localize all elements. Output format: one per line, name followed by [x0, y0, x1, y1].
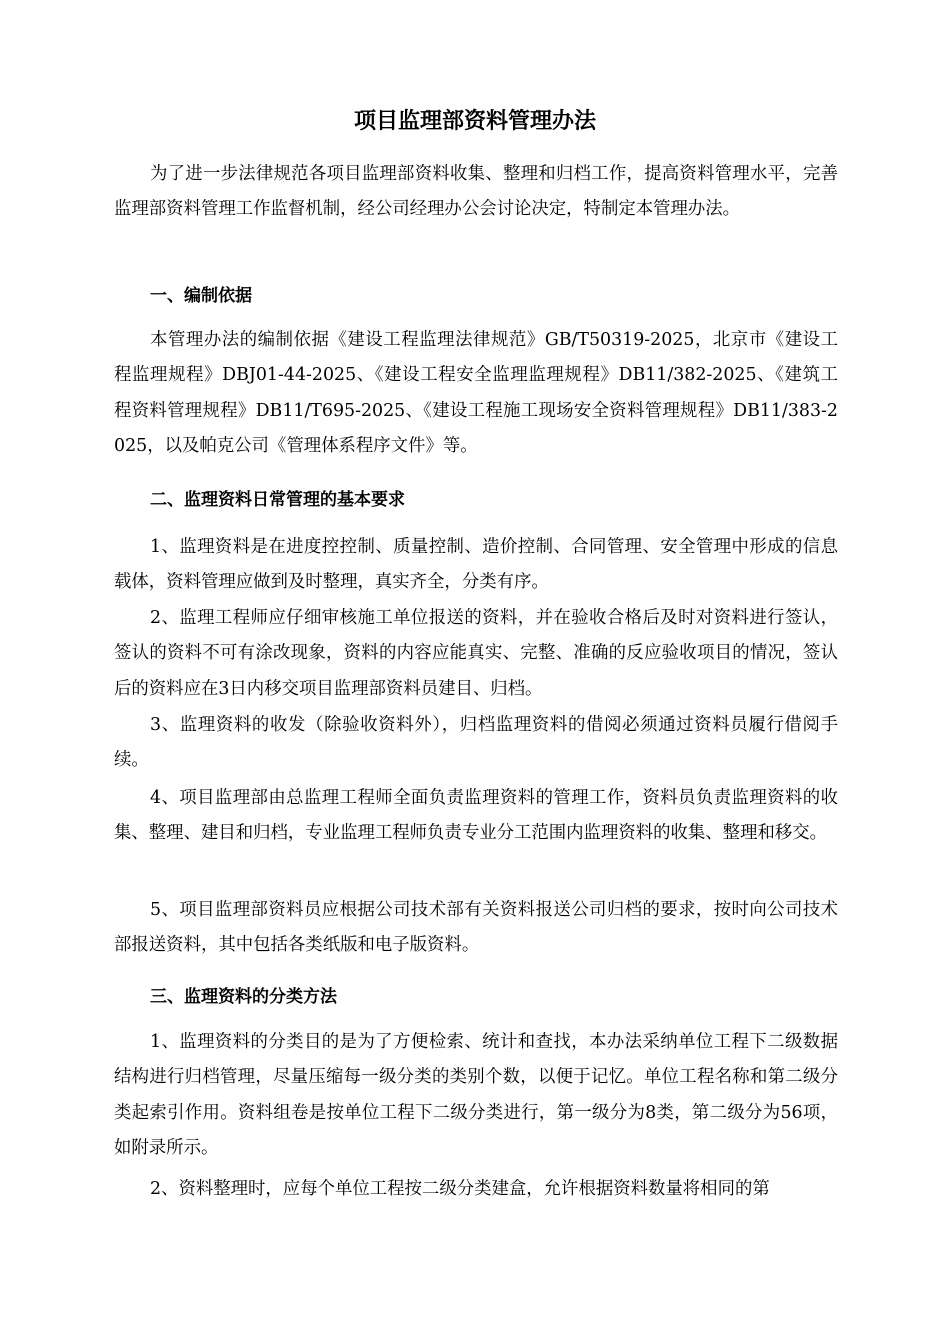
requirement-item-3: 3、监理资料的收发（除验收资料外），归档监理资料的借阅必须通过资料员履行借阅手续。 [114, 715, 838, 771]
requirement-item-2: 2、监理工程师应仔细审核施工单位报送的资料，并在验收合格后及时对资料进行签认，签认的资料不可有涂改现象，资料的内容应能真实、完整、准确的反应验收项目的情况，签认后的资料应在3日内移交项目监理部资料员建目、归档。 [114, 608, 838, 699]
intro-paragraph: 为了进一步法律规范各项目监理部资料收集、整理和归档工作，提高资料管理水平，完善监理部资料管理工作监督机制，经公司经理办公会讨论决定，特制定本管理办法。 [114, 164, 838, 220]
section-heading-basis: 一、编制依据 [150, 286, 252, 306]
document-title: 项目监理部资料管理办法 [353, 109, 596, 134]
section-heading-requirements: 二、监理资料日常管理的基本要求 [150, 490, 405, 510]
basis-paragraph: 本管理办法的编制依据《建设工程监理法律规范》GB/T50319-2025，北京市《建设工程监理规程》DBJ01-44-2025、《建设工程安全监理监理规程》DB11/382-2025、《建筑工程资料管理规程》DB11/T695-2025、《建设工程施工现场安全资料管理规程》DB11/383-2025，以及帕克公司《管理体系程序文件》等。 [114, 330, 838, 456]
classification-item-1: 1、监理资料的分类目的是为了方便检索、统计和查找，本办法采纳单位工程下二级数据结构进行归档管理，尽量压缩每一级分类的类别个数，以便于记忆。单位工程名称和第二级分类起索引作用。资料组卷是按单位工程下二级分类进行，第一级分为8类，第二级分为56项，如附录所示。 [114, 1032, 838, 1158]
requirement-item-5: 5、项目监理部资料员应根据公司技术部有关资料报送公司归档的要求，按时向公司技术部报送资料，其中包括各类纸版和电子版资料。 [114, 900, 838, 956]
requirement-item-1: 1、监理资料是在进度控控制、质量控制、造价控制、合同管理、安全管理中形成的信息载体，资料管理应做到及时整理，真实齐全，分类有序。 [114, 537, 838, 593]
section-heading-classification: 三、监理资料的分类方法 [150, 987, 337, 1007]
classification-item-2: 2、资料整理时，应每个单位工程按二级分类建盒，允许根据资料数量将相同的第 [150, 1179, 770, 1199]
requirement-item-4: 4、项目监理部由总监理工程师全面负责监理资料的管理工作，资料员负责监理资料的收集、整理、建目和归档，专业监理工程师负责专业分工范围内监理资料的收集、整理和移交。 [114, 788, 838, 844]
